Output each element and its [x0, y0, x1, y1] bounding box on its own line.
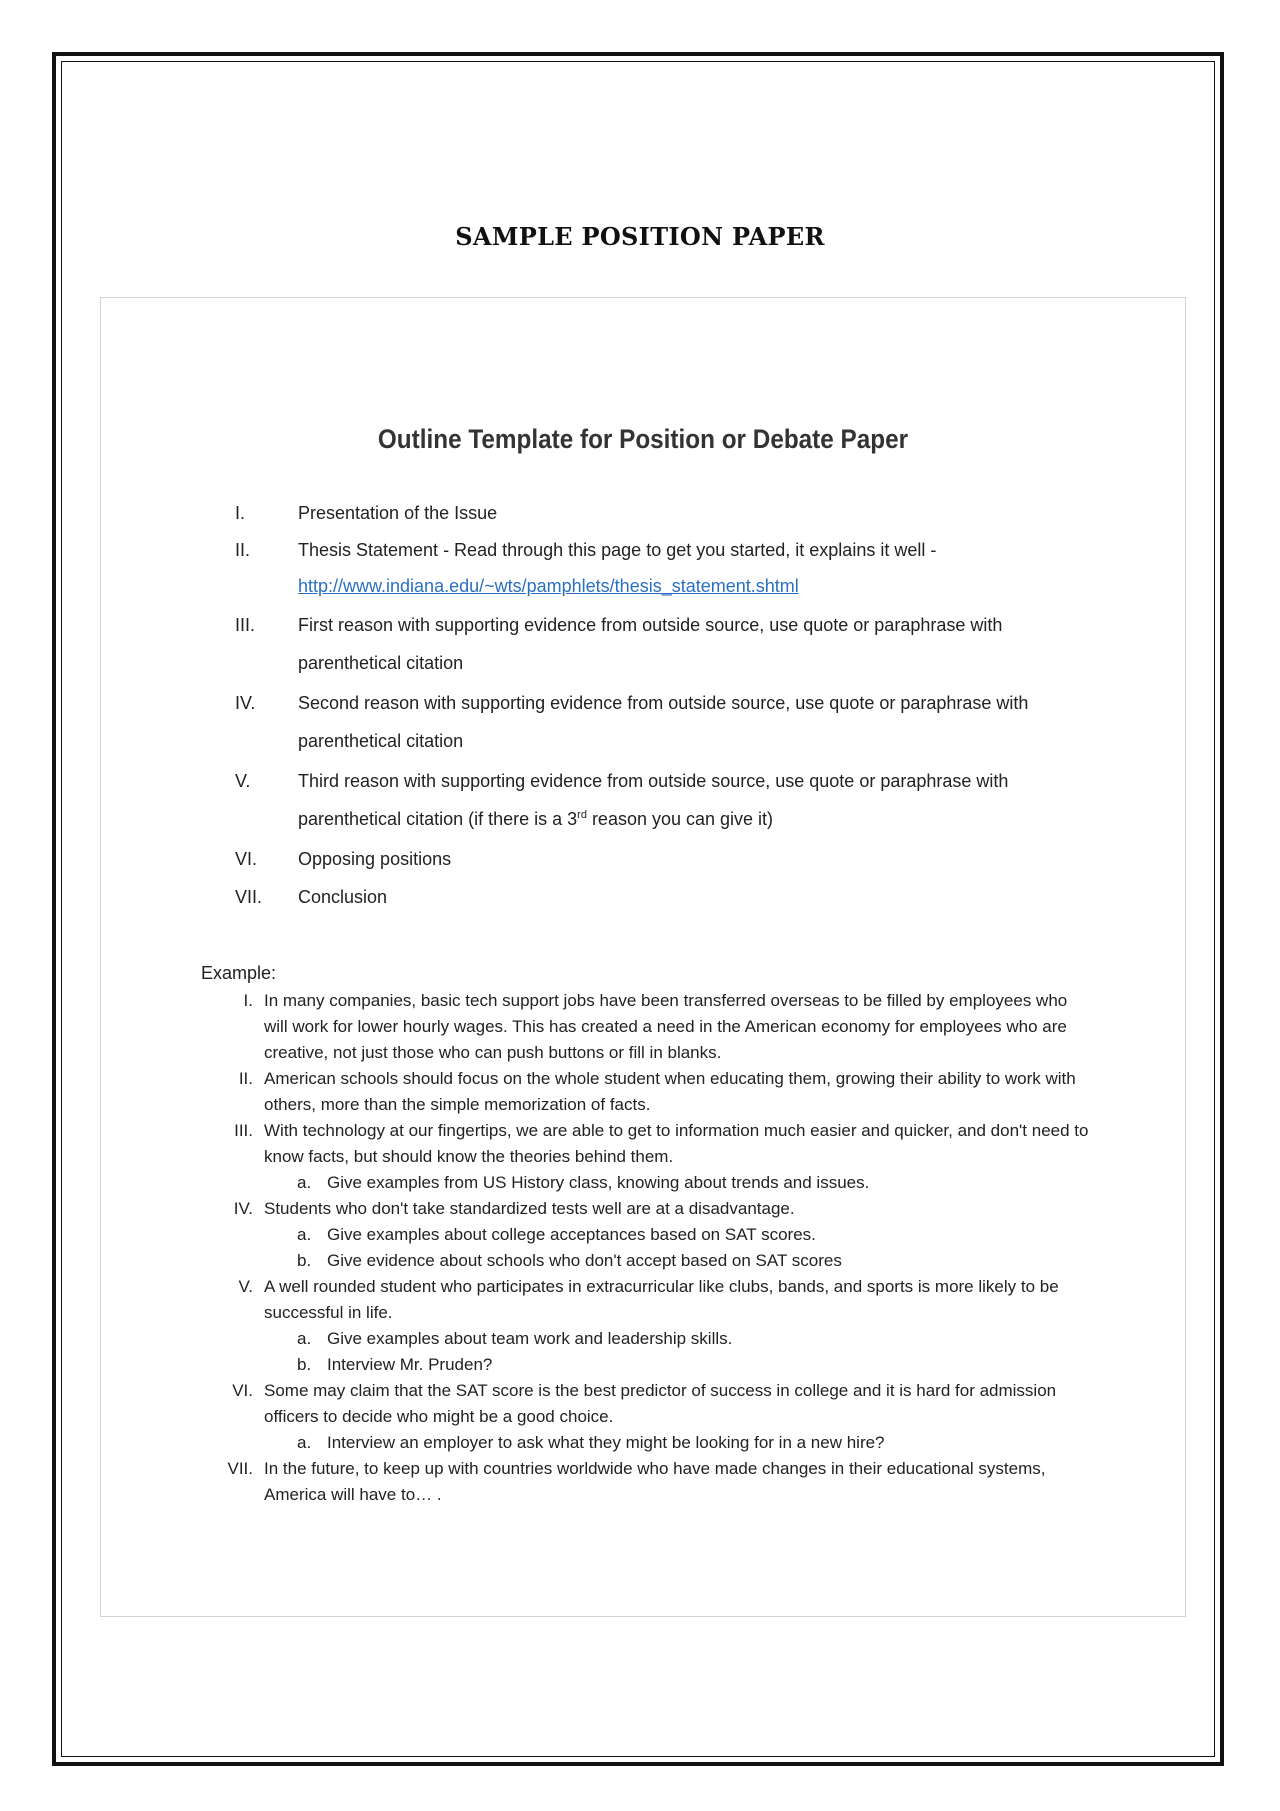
example-numeral-text: III.: [234, 1121, 253, 1140]
example-text: In many companies, basic tech support jobs have been transferred overseas to be filled by employees who will work for lower hourly wages. This has created a need in the American economy for employees who are creative, not just those who can push buttons or fill in blanks.: [264, 991, 1068, 1062]
outline-text: Thesis Statement - Read through this page to get you started, it explains it well -: [298, 540, 937, 560]
example-subitem-letter: a.: [297, 1329, 312, 1348]
example-numeral-text: V.: [238, 1277, 253, 1296]
example-subitem-text: Give evidence about schools who don't accept based on SAT scores: [327, 1251, 842, 1270]
example-numeral-text: II.: [238, 1069, 253, 1088]
example-numeral-text: I.: [243, 991, 253, 1010]
embedded-document-image: [100, 297, 1186, 1617]
outline-numeral: VII.: [235, 887, 263, 907]
outline-text: Presentation of the Issue: [298, 503, 498, 523]
example-text: American schools should focus on the whole student when educating them, growing their ability to work with others, more than the simple memorization of facts.: [264, 1069, 1076, 1114]
outline-text-part: parenthetical citation (if there is a 3: [298, 809, 578, 829]
page-title: SAMPLE POSITION PAPER: [455, 222, 825, 251]
outline-numeral: I.: [235, 503, 246, 523]
example-subitem-letter: b.: [297, 1355, 312, 1374]
example-subitem-text: Give examples from US History class, knowing about trends and issues.: [327, 1173, 870, 1192]
outline-text: parenthetical citation: [298, 653, 464, 673]
example-numeral-text: VII.: [227, 1459, 253, 1478]
outline-text: Second reason with supporting evidence from outside source, use quote or paraphrase with: [298, 693, 1029, 713]
outline-numeral: V.: [235, 771, 251, 791]
thesis-statement-link[interactable]: http://www.indiana.edu/~wts/pamphlets/thesis_statement.shtml: [298, 576, 799, 596]
example-text: With technology at our fingertips, we are able to get to information much easier and quicker, and don't need to know facts, but should know the theories behind them.: [264, 1121, 1089, 1166]
example-numeral: [217, 1456, 253, 1482]
example-subitem-letter: a.: [297, 1173, 312, 1192]
example-subitem-text: Interview Mr. Pruden?: [327, 1355, 493, 1374]
example-text: In the future, to keep up with countries worldwide who have made changes in their educational systems, America will have to… .: [264, 1459, 1046, 1504]
outline-numeral: II.: [235, 540, 251, 560]
example-text: Some may claim that the SAT score is the best predictor of success in college and it is hard for admission officers to decide who might be a good choice.: [264, 1381, 1057, 1426]
outline-text: First reason with supporting evidence from outside source, use quote or paraphrase with: [298, 615, 1003, 635]
example-text: Students who don't take standardized tests well are at a disadvantage.: [264, 1199, 795, 1218]
example-subitem-text: Interview an employer to ask what they might be looking for in a new hire?: [327, 1433, 885, 1452]
example-text: A well rounded student who participates in extracurricular like clubs, bands, and sports is more likely to be successful in life.: [264, 1277, 1059, 1322]
outline-text: Third reason with supporting evidence from outside source, use quote or paraphrase with: [298, 771, 1009, 791]
example-numeral-text: IV.: [233, 1199, 253, 1218]
outline-numeral: III.: [235, 615, 256, 635]
example-numeral: [217, 1274, 253, 1300]
superscript-ordinal: rd: [577, 809, 587, 821]
outline-text-part: reason you can give it): [586, 809, 774, 829]
example-subitem-text: Give examples about college acceptances based on SAT scores.: [327, 1225, 816, 1244]
outline-text: parenthetical citation: [298, 731, 464, 751]
outline-numeral: IV.: [235, 693, 256, 713]
example-numeral: [217, 1196, 253, 1222]
example-numeral: [217, 988, 253, 1014]
outline-text: Conclusion: [298, 887, 388, 907]
example-numeral-text: VI.: [232, 1381, 253, 1400]
outline-text: Opposing positions: [298, 849, 452, 869]
example-subitem-letter: b.: [297, 1251, 312, 1270]
example-numeral: [217, 1378, 253, 1404]
example-label: Example:: [201, 963, 277, 983]
outline-numeral: VI.: [235, 849, 258, 869]
example-subitem-letter: a.: [297, 1225, 312, 1244]
example-numeral: [217, 1118, 253, 1144]
example-subitem-letter: a.: [297, 1433, 312, 1452]
outline-title: Outline Template for Position or Debate Paper: [377, 424, 909, 454]
example-numeral: [217, 1066, 253, 1092]
example-subitem-text: Give examples about team work and leadership skills.: [327, 1329, 733, 1348]
outline-text: [298, 809, 773, 830]
